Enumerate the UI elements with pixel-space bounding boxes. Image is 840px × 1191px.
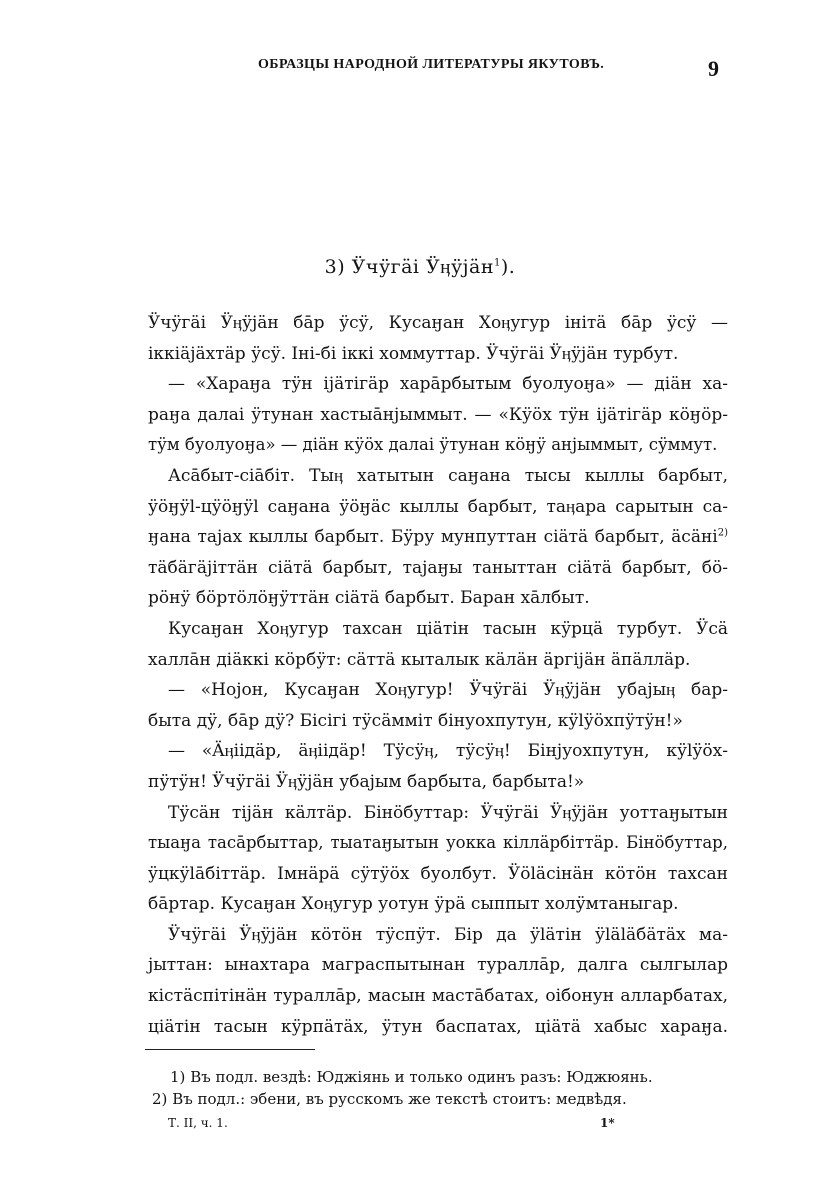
running-title: ОБРАЗЦЫ НАРОДНОЙ ЛИТЕРАТУРЫ ЯКУТОВЪ. [258, 57, 605, 72]
text-line: Тӱсäн тiјäн кäлтäр. Бiнöбуттар: Ӱчӱгäi Ӱӊӱjäн уоттаӈытын [168, 802, 728, 823]
text-line: ӱöӈӱl-цӱöӈӱl саӈана ӱöӈäс кыллы барбыт, таӊара сарытын са- [148, 496, 728, 517]
section-title [0, 256, 840, 279]
signature-volume: Т. II, ч. 1. [168, 1116, 228, 1130]
paragraph-6 [148, 736, 728, 797]
section-title-tail: ). [500, 256, 516, 278]
text-line: Ӱчӱгäi Ӱӊӱjäн кöтöн тӱспӱт. Бiр да ӱläтiн ӱläläбäтäх ма- [168, 924, 728, 945]
text-line: — «Хараӈа тӱн iјäтiгäр харāрбытым буолуоӈа» — дiäн ха- [168, 374, 728, 395]
text-line: ӱцкӱlāбiттäр. Iмнäрä сӱтӱöх буолбут. Ӱöläсiнäн кöтöн тахсан [148, 863, 728, 884]
body-text [148, 308, 728, 1042]
section-title-text: 3) Ӱчӱгäi Ӱӊӱjäн [324, 256, 495, 278]
footnote-2 [152, 1088, 732, 1110]
text-line: халлāн дiäккi кöрбӱт: сäттä кыталык кäлäн äргiјäн äпäллäр. [148, 649, 691, 670]
text-line: тыаӈа тасāрбыттар, тыатаӈытын уокка кiллäрбiттäр. Бiнöбуттар, [148, 833, 728, 853]
paragraph-7 [148, 798, 728, 920]
text-line: — «Äӊiiдäр, äӊiiдäр! Тӱсӱӊ, тӱсӱӊ! Бiнјуохпутун, кӱlӱöх- [168, 741, 728, 762]
text-line: бāртар. Кусаӈан Хоӊугур уотун ӱрä сыппыт холӱмтаныгар. [148, 894, 679, 915]
footnote-text: Въ подл.: эбени, въ русскомъ же текстѣ стоитъ: медвѣдя. [172, 1090, 627, 1108]
text-line: тӱм буолуоӈа» — дiäн кӱöх далаi ӱтунан кöӈӱ анјыммыт, сӱммут. [148, 435, 718, 455]
text-line: iккiäjäхтäр ӱсӱ. Iнi-бi iккi хоммуттар. Ӱчӱгäi Ӱӊӱjäн турбут. [148, 343, 679, 364]
text-line-with-note [148, 522, 728, 553]
section-title-footnote-ref: 1 [494, 257, 501, 269]
paragraph-3 [148, 461, 728, 614]
footnote-separator [145, 1049, 315, 1050]
footnote-text: Въ подл. вездѣ: Юджiянь и только одинъ разъ: Юджюянь. [190, 1068, 653, 1086]
footnote-mark: 2) [152, 1090, 168, 1108]
footnote-mark: 1) [170, 1068, 186, 1086]
text-line: кiстäспiтiнäн туралла̄р, масын мастāбатах, оiбонун алларбатах, [148, 986, 728, 1007]
paragraph-2 [148, 369, 728, 461]
footnotes [152, 1066, 732, 1110]
text-line: — «Нојон, Кусаӈан Хоӊугур! Ӱчӱгäi Ӱӊӱjäн убаjыӊ бар- [168, 680, 728, 701]
text-line: Кусаӈан Хоӊугур тахсан цiäтiн тасын кӱрцä турбут. Ӱсä [168, 618, 728, 639]
text-line: рöнӱ бöртöлöӈӱттäн сiäтä барбыт. Баран хāлбыт. [148, 588, 590, 609]
paragraph-8 [148, 920, 728, 1042]
text-line: јыттан: ынахтара маграспытынан туралла̄р, далга сылгылар [148, 955, 728, 976]
text-line: быта дӱ, бāр дӱ? Бiсiгi тӱсäммiт бiнуохпутун, кӱlӱöхпӱтӱн!» [148, 710, 683, 731]
paragraph-5 [148, 675, 728, 736]
text-line: раӈа далаi ӱтунан хастыāнјыммыт. — «Кӱöх тӱн iјäтiгäр кöӈöр- [148, 404, 728, 425]
signature-sheet: 1* [600, 1116, 615, 1130]
footnote-ref-2: 2) [717, 527, 728, 539]
footnote-1 [152, 1066, 732, 1088]
text-line: тäбäгäjiттäн сiäтä барбыт, таjаӈы таныттан сiäтä барбыт, бö- [148, 557, 728, 578]
text-line: Асāбыт-сiāбiт. Тыӊ хатытын саӈана тысы кыллы барбыт, [168, 465, 728, 486]
page-number: 9 [708, 56, 719, 81]
text-line: цiäтiн тасын кӱрпäтäх, ӱтун баспатах, цiäтä хабыс хараӈа. [148, 1016, 728, 1037]
text-line: пӱтӱн! Ӱчӱгäi Ӱӊӱjäн убаjым барбыта, барбыта!» [148, 771, 585, 792]
text-line: Ӱчӱгäi Ӱӊӱjäн бāр ӱсӱ, Кусаӈан Хоӊугур iнiтä бāр ӱсӱ — [148, 313, 728, 333]
paragraph-4 [148, 614, 728, 675]
text-line: ӈана таjах кыллы барбыт. Бӱру мунпуттан сiäтä барбыт, äсäнi [148, 527, 718, 548]
paragraph-1 [148, 308, 728, 369]
